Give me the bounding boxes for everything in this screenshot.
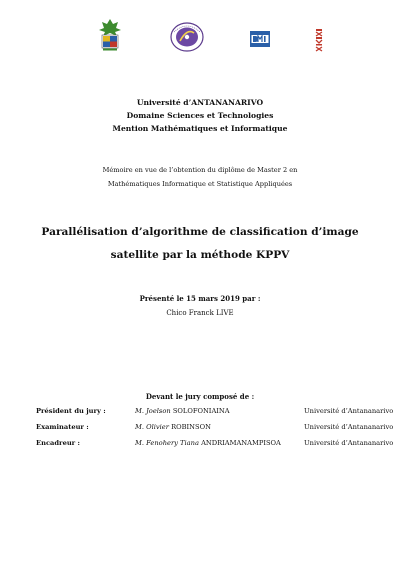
university-name: Université d’ANTANANARIVO <box>136 98 264 107</box>
thesis-title-line-2: satellite par la méthode KPPV <box>110 249 290 261</box>
jury-institution: Université d’Antananarivo <box>304 423 394 431</box>
dmi-logo <box>250 31 270 47</box>
thesis-title-line-1: Parallélisation d’algorithme de classification d’image <box>41 226 359 238</box>
vertical-emblem-logo <box>314 27 324 53</box>
domain-name: Domaine Sciences et Technologies <box>126 111 274 120</box>
jury-institution: Université d’Antananarivo <box>304 407 394 415</box>
jury-row <box>0 423 400 435</box>
jury-role: Examinateur : <box>36 423 89 431</box>
jury-member-name: M. Fenohery Tiana ANDRIAMANAMPISOA <box>135 439 281 447</box>
mention-name: Mention Mathématiques et Informatique <box>112 124 288 133</box>
author-name: Chico Franck LIVE <box>166 309 234 317</box>
oval-seal-logo <box>170 22 204 52</box>
jury-role: Président du jury : <box>36 407 106 415</box>
jury-role: Encadreur : <box>36 439 81 447</box>
memoire-line-2: Mathématiques Informatique et Statistique Appliquées <box>107 180 293 188</box>
jury-institution: Université d’Antananarivo <box>304 439 394 447</box>
jury-table <box>0 403 400 451</box>
jury-row <box>0 407 400 419</box>
memoire-line-1: Mémoire en vue de l’obtention du diplôme de Master 2 en <box>102 166 298 174</box>
presentation-date: Présenté le 15 mars 2019 par : <box>139 294 261 303</box>
jury-row <box>0 439 400 451</box>
university-crest-logo <box>97 18 123 52</box>
jury-member-name: M. Joelson SOLOFONIAINA <box>135 407 230 415</box>
jury-member-name: M. Olivier ROBINSON <box>135 423 211 431</box>
jury-heading: Devant le jury composé de : <box>145 392 255 401</box>
